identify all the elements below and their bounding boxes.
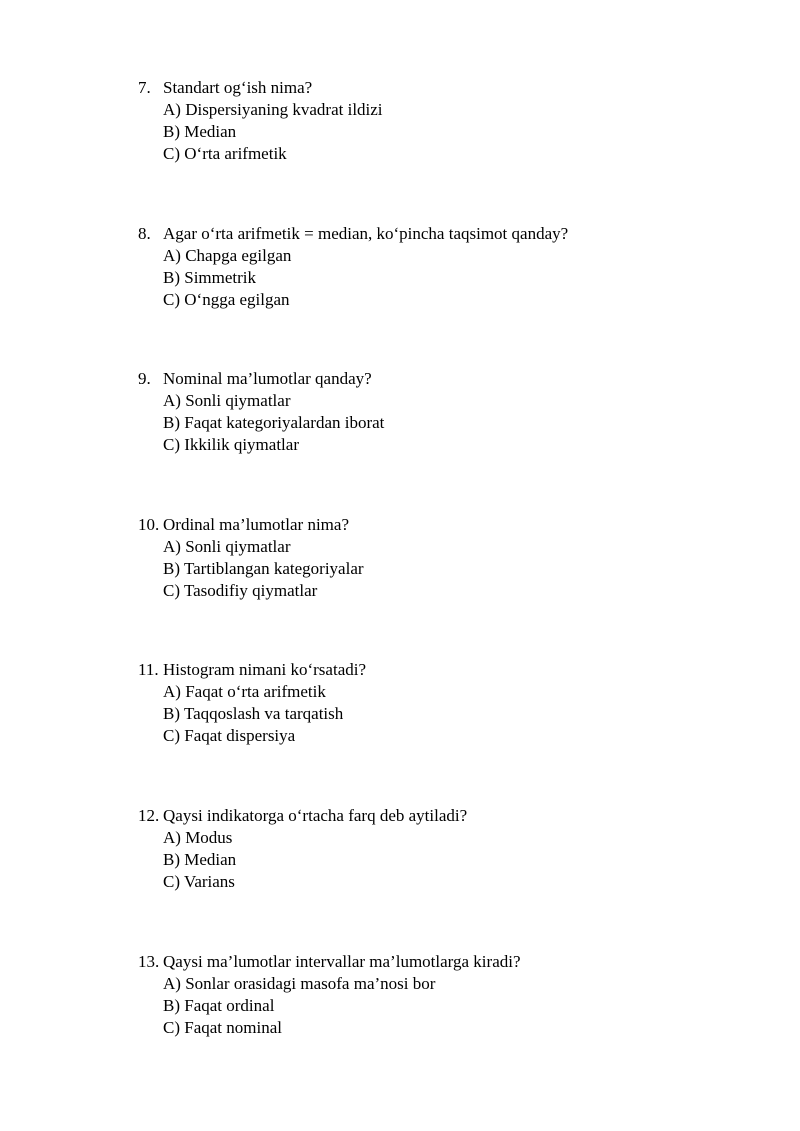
option-a: A) Modus [163, 828, 233, 847]
option-b: B) Median [163, 122, 237, 141]
option-c: C) O‘rta arifmetik [163, 144, 287, 163]
option-b: B) Faqat kategoriyalardan iborat [163, 413, 385, 432]
question-number: 12. [138, 806, 160, 825]
option-b: B) Taqqoslash va tarqatish [163, 704, 344, 723]
question-text: Ordinal ma’lumotlar nima? [163, 515, 349, 534]
question-text: Qaysi ma’lumotlar intervallar ma’lumotlarga kiradi? [163, 952, 521, 971]
option-b: B) Faqat ordinal [163, 996, 275, 1015]
question-number: 8. [138, 224, 151, 243]
question-stem [138, 514, 758, 536]
option-b: B) Simmetrik [163, 268, 257, 287]
option-c: C) Faqat nominal [163, 1018, 282, 1037]
option-a: A) Chapga egilgan [163, 246, 292, 265]
question-7 [138, 77, 758, 165]
question-number: 10. [138, 515, 160, 534]
question-stem [138, 659, 758, 681]
option-a: A) Sonli qiymatlar [163, 537, 291, 556]
option-c: C) Faqat dispersiya [163, 726, 296, 745]
question-text: Nominal ma’lumotlar qanday? [163, 369, 372, 388]
option-c: C) Varians [163, 872, 235, 891]
option-b: B) Median [163, 850, 237, 869]
question-text: Histogram nimani ko‘rsatadi? [163, 660, 367, 679]
question-9 [138, 368, 758, 456]
question-12 [138, 805, 758, 893]
option-a: A) Dispersiyaning kvadrat ildizi [163, 100, 383, 119]
question-number: 11. [138, 660, 159, 679]
question-number: 9. [138, 369, 151, 388]
question-number: 7. [138, 78, 151, 97]
question-13 [138, 951, 758, 1039]
option-b: B) Tartiblangan kategoriyalar [163, 559, 364, 578]
option-c: C) Ikkilik qiymatlar [163, 435, 299, 454]
question-text: Agar o‘rta arifmetik = median, ko‘pincha taqsimot qanday? [163, 224, 569, 243]
question-10 [138, 514, 758, 602]
question-text: Standart og‘ish nima? [163, 78, 313, 97]
option-a: A) Faqat o‘rta arifmetik [163, 682, 326, 701]
question-stem [138, 223, 758, 245]
question-text: Qaysi indikatorga o‘rtacha farq deb aytiladi? [163, 806, 468, 825]
option-c: C) O‘ngga egilgan [163, 290, 290, 309]
question-number: 13. [138, 952, 160, 971]
question-stem [138, 77, 758, 99]
option-a: A) Sonlar orasidagi masofa ma’nosi bor [163, 974, 436, 993]
question-8 [138, 223, 758, 311]
question-stem [138, 368, 758, 390]
option-a: A) Sonli qiymatlar [163, 391, 291, 410]
question-stem [138, 951, 758, 973]
option-c: C) Tasodifiy qiymatlar [163, 581, 318, 600]
question-stem [138, 805, 758, 827]
question-11 [138, 659, 758, 747]
